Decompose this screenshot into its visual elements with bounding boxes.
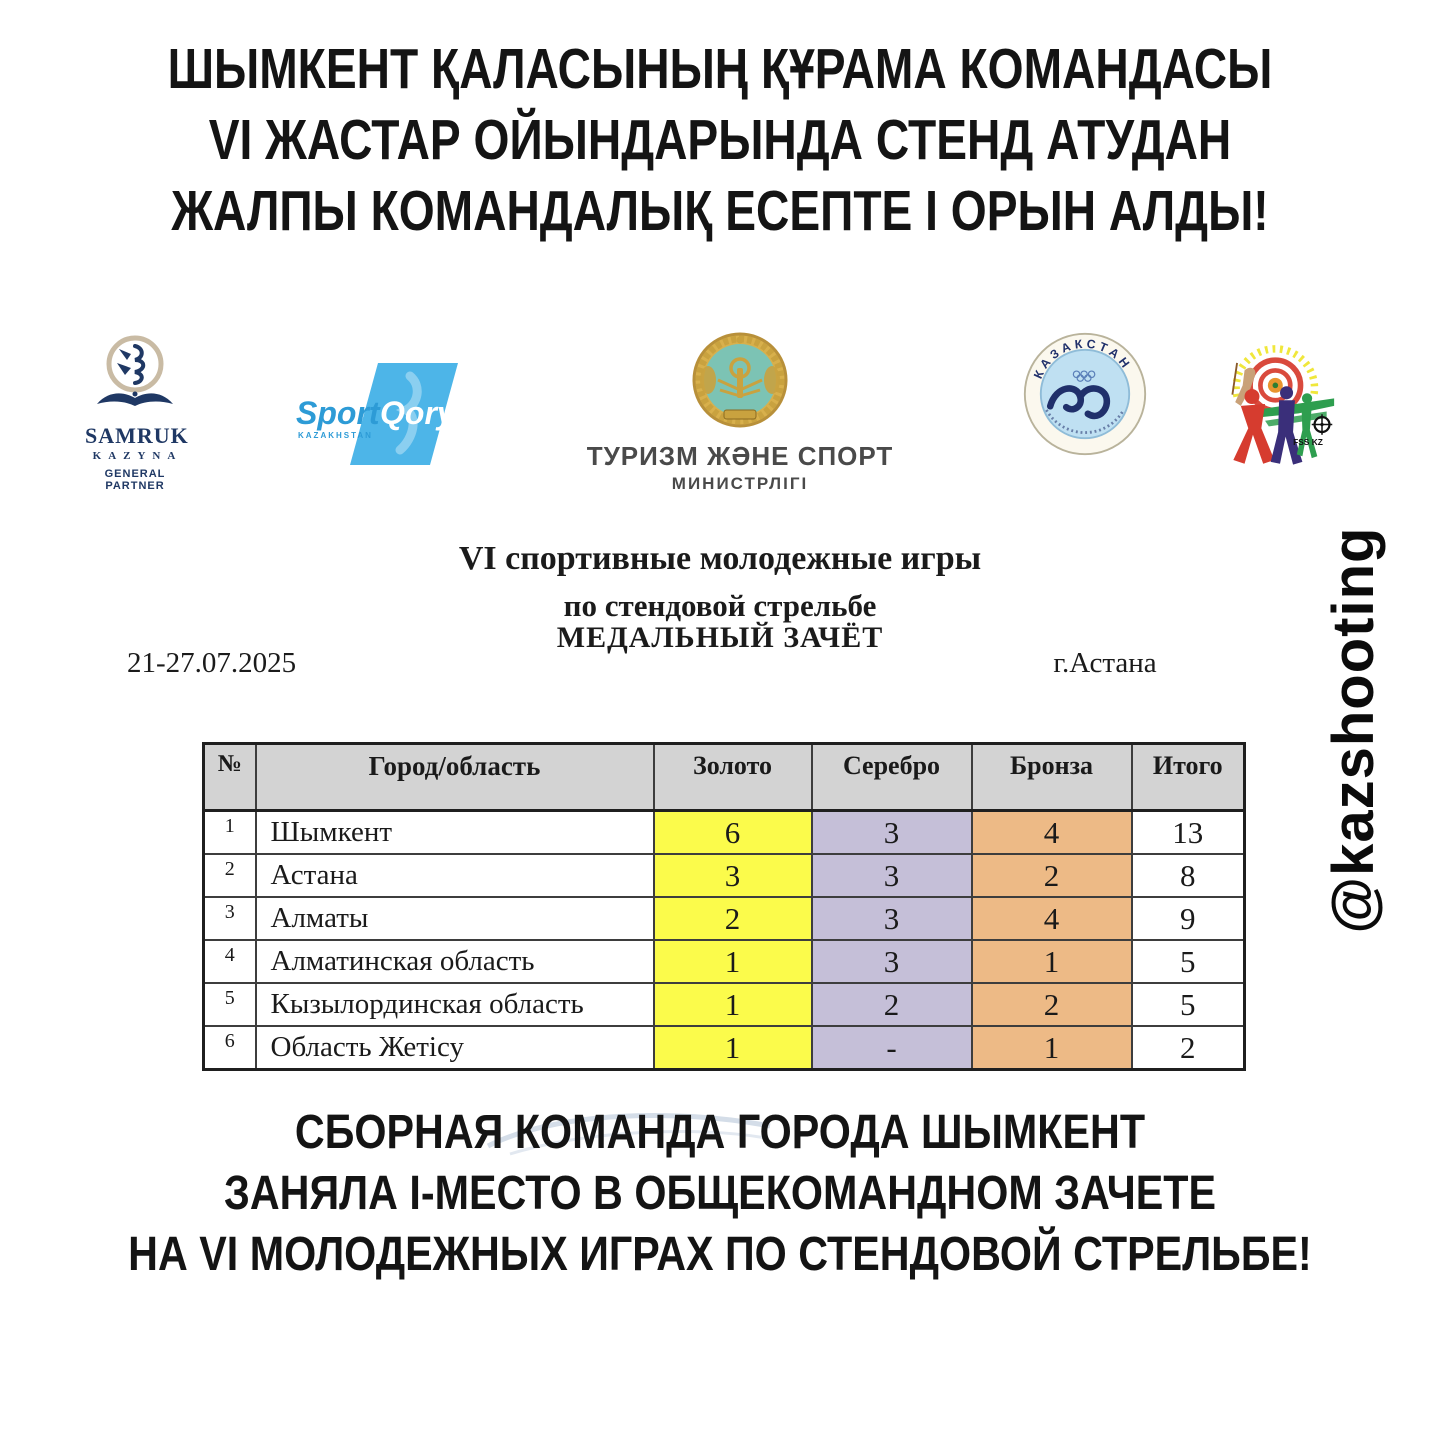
silver-cell: - [812,1026,972,1070]
header-rank: № [204,744,256,811]
medal-table [202,742,1246,1071]
bronze-cell: 2 [972,854,1132,897]
header-total: Итого [1132,744,1245,811]
gold-cell: 2 [654,897,812,940]
rank-cell: 4 [204,940,256,983]
total-cell: 8 [1132,854,1245,897]
document-title-line-2: по стендовой стрельбе [563,588,877,623]
document-date: 21-27.07.2025 [127,647,297,679]
sport-qory-icon [292,358,467,470]
table-row [204,811,1245,855]
document-title-line-1: VI спортивные молодежные игры [458,540,982,577]
samruk-caption: GENERAL PARTNER [104,468,166,492]
samruk-title: SAMRUK [85,423,189,448]
federation-arc-text: КАЗАКСТАН [1030,336,1135,381]
samruk-subtitle: KAZYNA [92,450,183,462]
document-city: г.Астана [1053,647,1157,679]
region-cell: Алматы [256,897,654,940]
gold-cell: 1 [654,983,812,1026]
region-cell: Шымкент [256,811,654,855]
rank-cell: 2 [204,854,256,897]
ministry-name: ТУРИЗМ ЖӘНЕ СПОРТ [586,441,894,471]
rank-cell: 6 [204,1026,256,1070]
rank-cell: 3 [204,897,256,940]
fss-shooting-logo [1196,338,1336,470]
region-cell: Кызылординская область [256,983,654,1026]
kazakhstan-emblem-icon [690,330,790,430]
region-cell: Алматинская область [256,940,654,983]
bottom-headline-line-3: НА VI МОЛОДЕЖНЫХ ИГРАХ ПО СТЕНДОВОЙ СТРЕЛЬБЕ! [128,1228,1312,1281]
bottom-headline-line-1: СБОРНАЯ КОМАНДА ГОРОДА ШЫМКЕНТ [294,1106,1146,1159]
top-headline-line-1: ШЫМКЕНТ ҚАЛАСЫНЫҢ ҚҰРАМА КОМАНДАСЫ [167,37,1273,101]
header-silver: Серебро [812,744,972,811]
bronze-cell: 1 [972,1026,1132,1070]
rank-cell: 5 [204,983,256,1026]
header-gold: Золото [654,744,812,811]
header-region: Город/область [256,744,654,811]
samruk-kazyna-logo [85,334,189,492]
silver-cell: 2 [812,983,972,1026]
bronze-cell: 4 [972,897,1132,940]
table-row [204,1026,1245,1070]
bottom-headline [0,1102,1440,1285]
federation-round-icon [1022,331,1148,457]
top-headline [0,34,1440,247]
total-cell: 5 [1132,940,1245,983]
sport-qory-logo [292,358,467,470]
table-row [204,854,1245,897]
header-bronze: Бронза [972,744,1132,811]
bottom-headline-line-2: ЗАНЯЛА I-МЕСТО В ОБЩЕКОМАНДНОМ ЗАЧЕТЕ [223,1167,1217,1220]
gold-cell: 1 [654,940,812,983]
shooting-federation-logo [1022,331,1148,457]
total-cell: 5 [1132,983,1245,1026]
medal-table-header-row [204,744,1245,811]
top-headline-line-2: VI ЖАСТАР ОЙЫНДАРЫНДА СТЕНД АТУДАН [208,108,1232,172]
region-cell: Астана [256,854,654,897]
ministry-subname: МИНИСТРЛІГІ [671,474,809,493]
table-row [204,940,1245,983]
document-title-line-3: МЕДАЛЬНЫЙ ЗАЧЁТ [556,621,884,654]
gold-cell: 6 [654,811,812,855]
total-cell: 13 [1132,811,1245,855]
samruk-emblem-icon [85,334,185,416]
total-cell: 9 [1132,897,1245,940]
region-cell: Область Жетісу [256,1026,654,1070]
silver-cell: 3 [812,854,972,897]
table-row [204,897,1245,940]
sport-qory-word1: Sport [296,395,380,431]
bronze-cell: 4 [972,811,1132,855]
gold-cell: 3 [654,854,812,897]
fss-label: FSS KZ [1293,437,1323,448]
sport-qory-country: KAZAKHSTAN [298,431,373,440]
rank-cell: 1 [204,811,256,855]
sport-qory-word2: Qory [380,395,455,431]
silver-cell: 3 [812,897,972,940]
bronze-cell: 2 [972,983,1132,1026]
table-row [204,983,1245,1026]
fss-icon [1196,338,1336,470]
gold-cell: 1 [654,1026,812,1070]
ministry-logo [575,330,905,494]
top-headline-line-3: ЖАЛПЫ КОМАНДАЛЫҚ ЕСЕПТЕ I ОРЫН АЛДЫ! [171,179,1269,243]
silver-cell: 3 [812,940,972,983]
silver-cell: 3 [812,811,972,855]
instagram-handle-watermark: @kazshooting [1321,526,1386,934]
total-cell: 2 [1132,1026,1245,1070]
bronze-cell: 1 [972,940,1132,983]
